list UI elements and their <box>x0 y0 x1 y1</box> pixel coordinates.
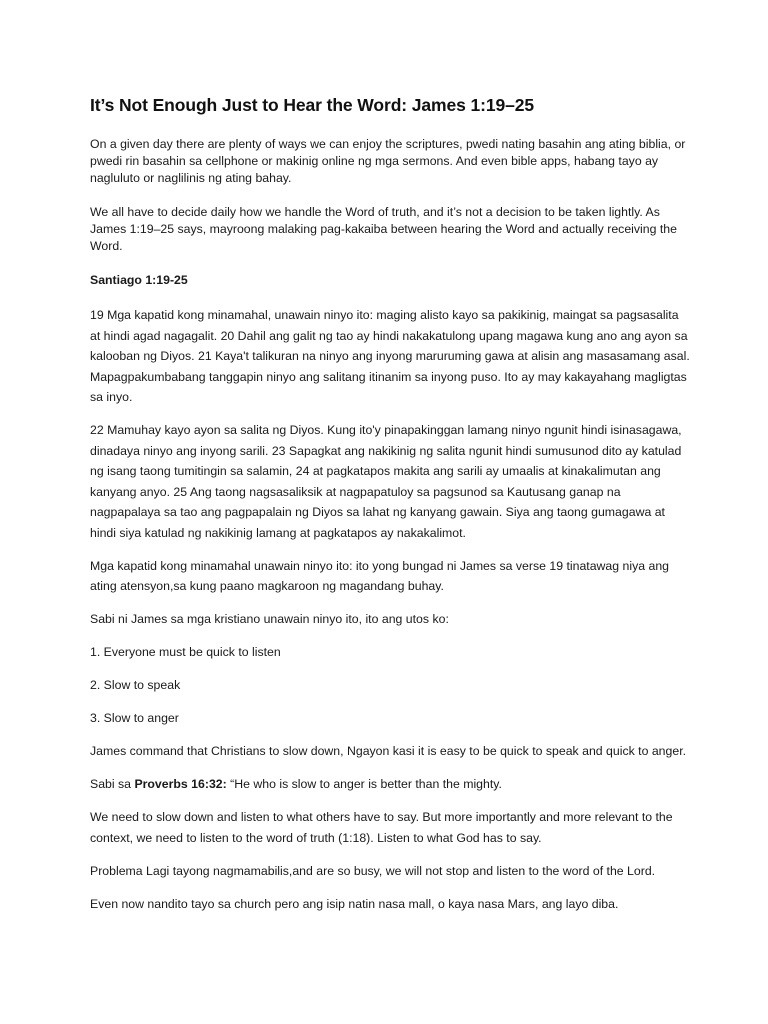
proverbs-prefix: Sabi sa <box>90 777 135 791</box>
verse-paragraph-2: 22 Mamuhay kayo ayon sa salita ng Diyos. Kung ito'y pinapakinggan lamang ninyo ngunit hindi isinasagawa, dinadaya ninyo ang inyong sarili. 23 Sapagkat ang nakikinig ng salita ngunit hindi sumusunod dito ay katulad ng isang taong tumitingin sa salamin, 24 at pagkatapos makita ang sarili ay umaalis at kinakalimutan ang kanyang anyo. 25 Ang taong nagsasaliksik at nagpapatuloy sa pagsunod sa Kautusang ganap na nagpapalaya sa tao ang pagpapalain ng Diyos sa lahat ng kanyang gawain. Siya ang taong gumagawa at hindi siya katulad ng nakikinig lamang at pagkatapos ay nakakalimot. <box>90 423 682 540</box>
document-content <box>90 95 690 927</box>
proverbs-quote: “He who is slow to anger is better than the mighty. <box>226 777 502 791</box>
body-section <box>90 305 690 914</box>
proverbs-reference: Proverbs 16:32: <box>134 777 227 791</box>
list-item: 2. Slow to speak <box>90 678 181 692</box>
body-paragraph-4: We need to slow down and listen to what others have to say. But more importantly and more relevant to the context, we need to listen to the word of truth (1:18). Listen to what God has to say. <box>90 810 673 845</box>
body-paragraph-3: James command that Christians to slow down, Ngayon kasi it is easy to be quick to speak and quick to anger. <box>90 744 687 758</box>
body-paragraph-6: Even now nandito tayo sa church pero ang isip natin nasa mall, o kaya nasa Mars, ang layo diba. <box>90 896 619 911</box>
scripture-heading: Santiago 1:19-25 <box>90 273 188 287</box>
proverbs-paragraph <box>90 774 690 795</box>
list-item: 1. Everyone must be quick to listen <box>90 645 281 659</box>
intro-section <box>90 136 690 255</box>
document-title: It’s Not Enough Just to Hear the Word: James 1:19–25 <box>90 95 535 115</box>
body-paragraph-2: Sabi ni James sa mga kristiano unawain ninyo ito, ito ang utos ko: <box>90 612 449 626</box>
body-paragraph-5: Problema Lagi tayong nagmamabilis,and are so busy, we will not stop and listen to the word of the Lord. <box>90 863 656 878</box>
intro-paragraph-2: We all have to decide daily how we handle the Word of truth, and it’s not a decision to be taken lightly. As James 1:19–25 says, mayroong malaking pag-kakaiba between hearing the Word and actually receiving the Word. <box>90 205 677 253</box>
list-item: 3. Slow to anger <box>90 711 179 725</box>
verse-paragraph-1: 19 Mga kapatid kong minamahal, unawain ninyo ito: maging alisto kayo sa pakikinig, maingat sa pagsasalita at hindi agad nagagalit. 20 Dahil ang galit ng tao ay hindi nakakatulong upang magawa kung ano ang ayon sa kalooban ng Diyos. 21 Kaya't talikuran na ninyo ang inyong maruruming gawa at alisin ang masasamang asal. Mapagpakumbabang tanggapin ninyo ang salitang itinanim sa inyong puso. Ito ay may kakayahang magligtas sa inyo. <box>90 308 690 404</box>
body-paragraph-1: Mga kapatid kong minamahal unawain ninyo ito: ito yong bungad ni James sa verse 19 tinatawag niya ang ating atensyon,sa kung paano magkaroon ng magandang buhay. <box>90 558 669 593</box>
intro-paragraph-1: On a given day there are plenty of ways we can enjoy the scriptures, pwedi nating basahin ang ating biblia, or pwedi rin basahin sa cellphone or makinig online ng mga sermons. And even bible apps, habang tayo ay nagluluto or naglilinis ng ating bahay. <box>90 137 686 185</box>
